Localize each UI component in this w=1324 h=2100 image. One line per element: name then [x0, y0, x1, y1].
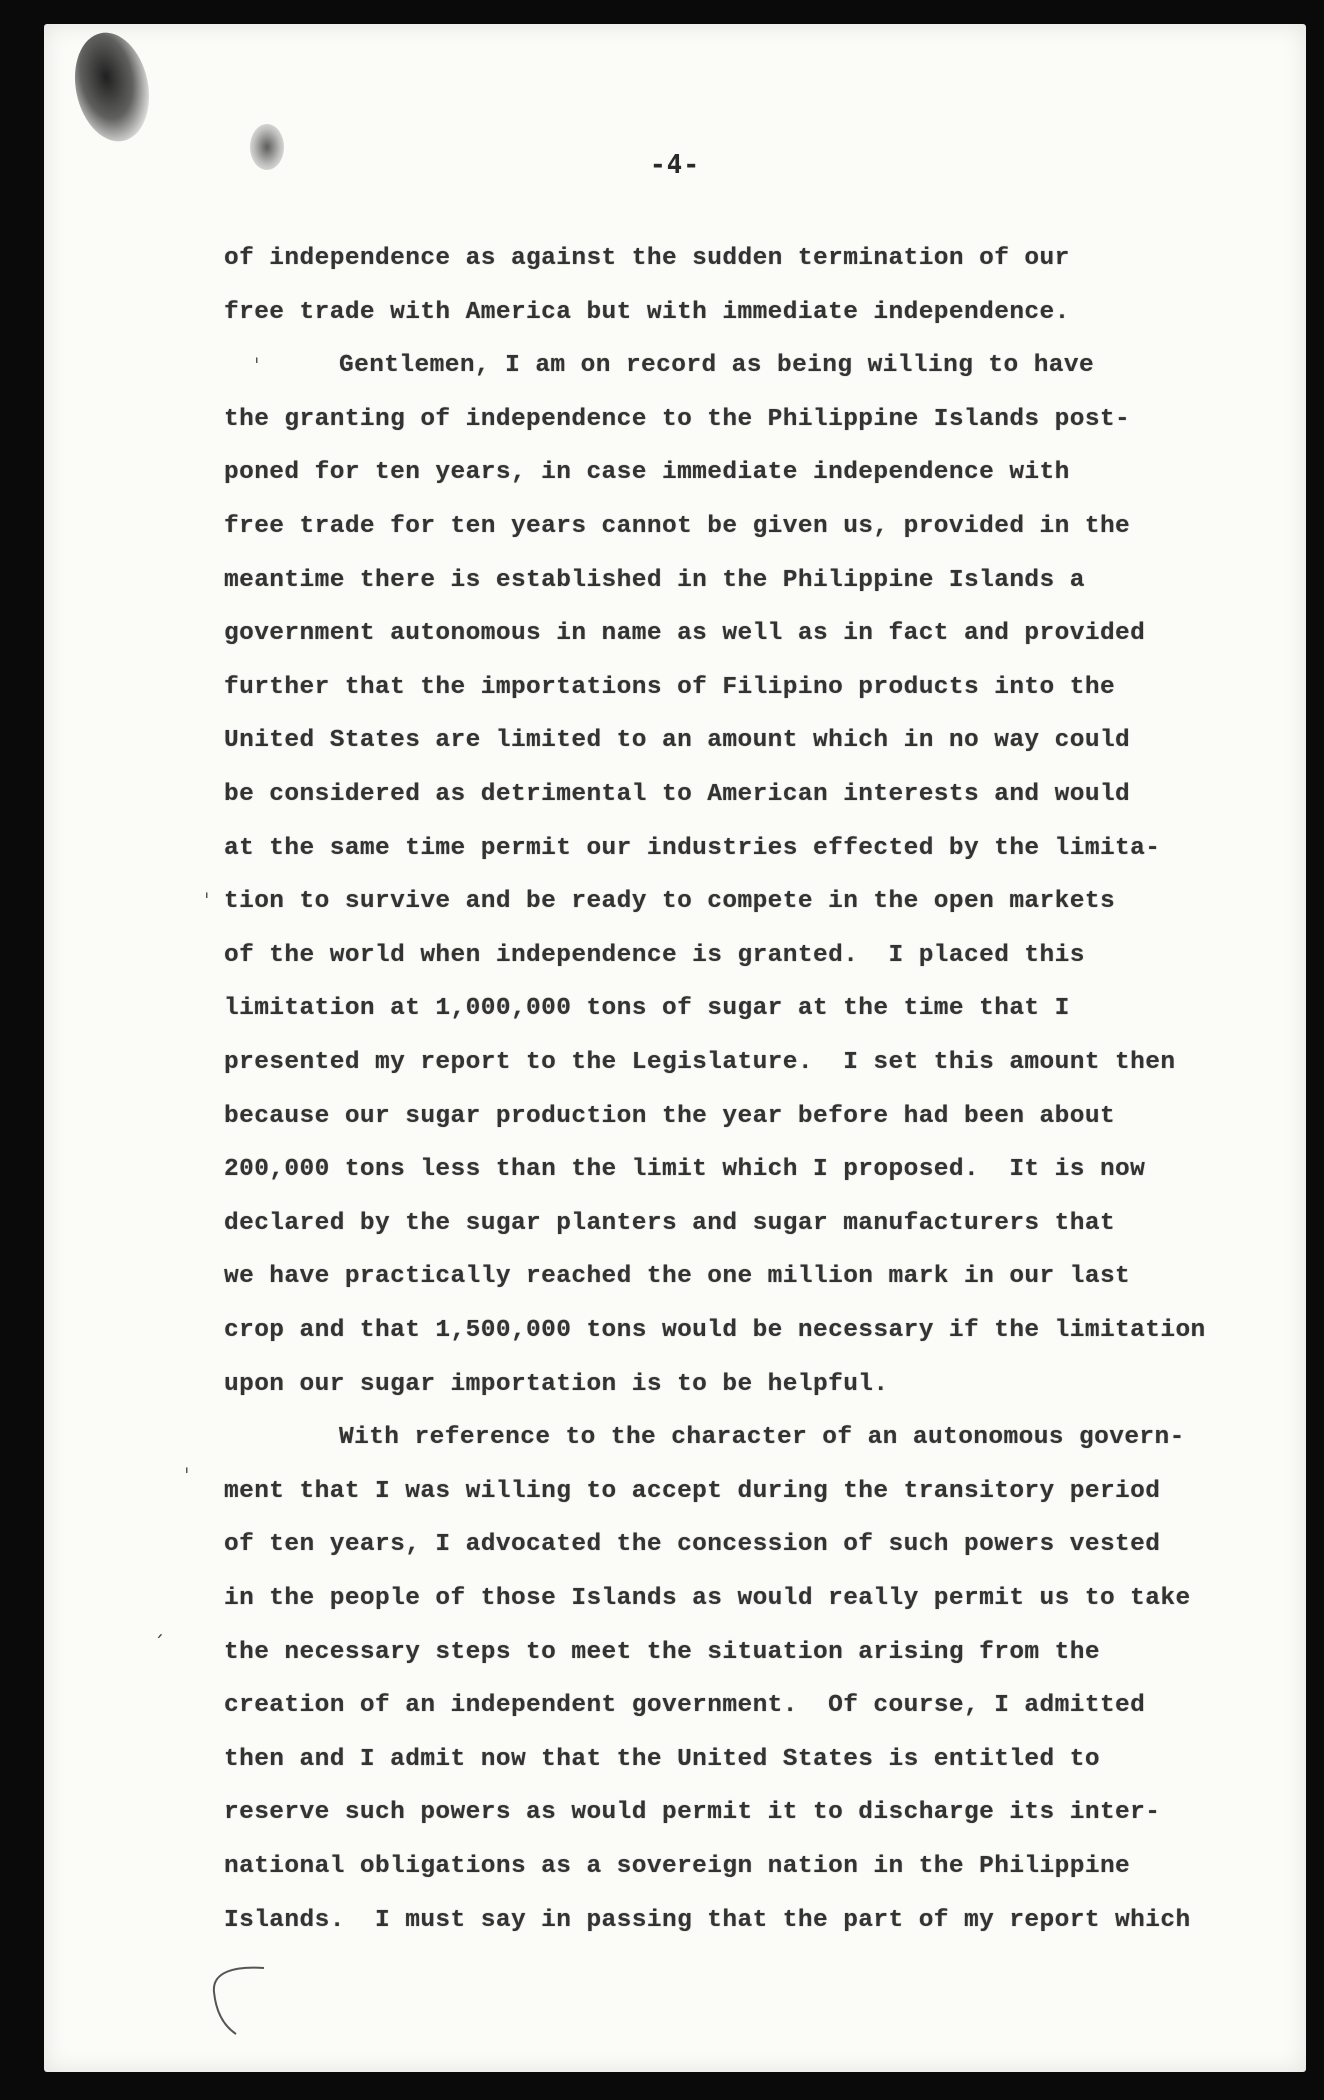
text-line: further that the importations of Filipino products into the — [224, 673, 1116, 701]
page-number: -4- — [650, 150, 700, 180]
text-line: creation of an independent government. Of course, I admitted — [224, 1692, 1146, 1720]
document-page — [44, 24, 1306, 2072]
text-line: then and I admit now that the United States is entitled to — [224, 1745, 1100, 1773]
ink-blot-mark — [65, 26, 158, 149]
text-line: the granting of independence to the Philippine Islands post- — [224, 405, 1131, 433]
text-line: at the same time permit our industries effected by the limita- — [224, 834, 1161, 862]
text-line: national obligations as a sovereign nation in the Philippine — [224, 1853, 1131, 1880]
text-line: presented my report to the Legislature. I set this amount then — [224, 1049, 1176, 1076]
text-line: government autonomous in name as well as in fact and provided — [224, 620, 1146, 648]
text-line: free trade with America but with immediate independence. — [224, 298, 1070, 326]
text-line: 200,000 tons less than the limit which I proposed. It is now — [224, 1156, 1146, 1184]
text-line: tion to survive and be ready to compete in the open markets — [224, 888, 1116, 916]
text-line: free trade for ten years cannot be given us, provided in the — [224, 513, 1131, 540]
text-line: limitation at 1,000,000 tons of sugar at the time that I — [224, 995, 1070, 1023]
text-line: meantime there is established in the Philippine Islands a — [224, 566, 1085, 594]
text-line: Islands. I must say in passing that the part of my report which — [224, 1906, 1191, 1934]
text-line: United States are limited to an amount which in no way could — [224, 727, 1131, 755]
margin-tick-mark: ˈ — [184, 1464, 190, 1488]
text-line: upon our sugar importation is to be helpful. — [224, 1370, 889, 1398]
text-line: we have practically reached the one million mark in our last — [224, 1263, 1131, 1291]
text-line: because our sugar production the year before had been about — [224, 1102, 1116, 1130]
text-line: in the people of those Islands as would really permit us to take — [224, 1585, 1191, 1612]
text-line: of ten years, I advocated the concession of such powers vested — [224, 1531, 1161, 1559]
text-line: reserve such powers as would permit it to discharge its inter- — [224, 1799, 1161, 1827]
text-line: be considered as detrimental to American interests and would — [224, 781, 1131, 808]
text-line: of the world when independence is granted. I placed this — [224, 941, 1085, 969]
text-line: ment that I was willing to accept during the transitory period — [224, 1477, 1161, 1505]
margin-tick-mark: ˏ — [154, 1614, 164, 1638]
text-line: declared by the sugar planters and sugar manufacturers that — [224, 1209, 1116, 1237]
text-line: Gentlemen, I am on record as being willing to have — [339, 352, 1095, 380]
text-line: poned for ten years, in case immediate independence with — [224, 459, 1070, 487]
text-line: With reference to the character of an autonomous govern- — [339, 1424, 1185, 1452]
margin-tick-mark: ˈ — [254, 354, 260, 378]
text-line: crop and that 1,500,000 tons would be necessary if the limitation — [224, 1317, 1206, 1344]
pencil-stroke-mark — [204, 1962, 284, 2042]
margin-tick-mark: ˈ — [204, 889, 210, 913]
text-line: the necessary steps to meet the situation arising from the — [224, 1638, 1100, 1666]
text-line: of independence as against the sudden termination of our — [224, 245, 1070, 272]
